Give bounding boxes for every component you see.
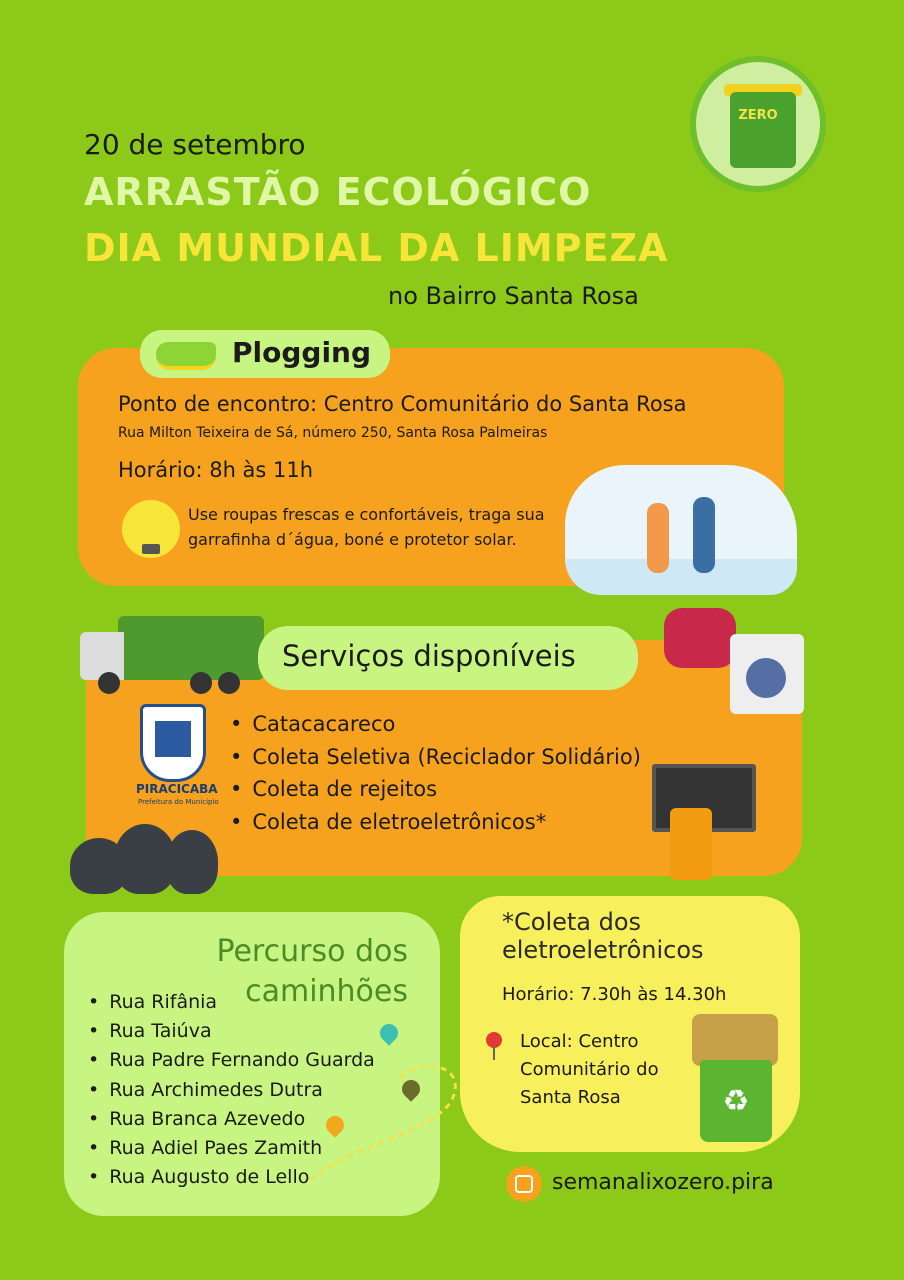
title-line-2: DIA MUNDIAL DA LIMPEZA [84,226,669,270]
garbage-bag [166,830,218,894]
electronics-title [502,908,762,964]
electronics-hours: Horário: 7.30h às 14.30h [502,984,727,1005]
service-item: • Coleta de eletroeletrônicos* [230,806,641,839]
zero-waste-logo [690,56,826,192]
services-title-pill [258,626,638,690]
location-pin-icon [486,1032,502,1048]
plogging-title: Plogging [232,336,372,369]
park-ground [565,559,797,595]
street-item: • Rua Padre Fernando Guarda [88,1046,375,1075]
route-path-icon [300,1020,470,1190]
bulky-items-illustration [660,604,810,884]
meeting-address: Rua Milton Teixeira de Sá, número 250, Santa Rosa Palmeiras [118,425,548,441]
washing-machine-icon [730,634,804,714]
city-crest-icon [140,704,206,782]
recycle-bin-icon [730,92,796,168]
sneaker-icon [156,342,216,370]
street-item: • Rua Taiúva [88,1017,375,1046]
city-name: PIRACICABA [136,782,218,796]
truck-wheel-icon [190,672,212,694]
event-date: 20 de setembro [84,128,306,161]
street-item: • Rua Archimedes Dutra [88,1076,375,1105]
street-item: • Rua Augusto de Lello [88,1163,375,1192]
camera-glyph [515,1175,533,1193]
runner-woman-icon [647,503,669,573]
city-hall-label: Prefeitura do Município [138,798,219,806]
route-title: Percurso dos caminhões [216,934,408,1009]
garbage-truck-icon [80,614,266,694]
subtitle: no Bairro Santa Rosa [388,282,639,310]
recycle-symbol-icon: ♻ [722,1084,750,1119]
street-item: • Rua Adiel Paes Zamith [88,1134,375,1163]
runner-man-icon [693,497,715,573]
recycle-bin-icon [700,1060,772,1142]
title-line-1: ARRASTÃO ECOLÓGICO [84,170,592,214]
service-item: • Coleta Seletiva (Reciclador Solidário) [230,741,641,774]
instagram-icon[interactable] [506,1166,542,1202]
meeting-point: Ponto de encontro: Centro Comunitário do Santa Rosa [118,392,687,416]
plogging-tip: Use roupas frescas e confortáveis, traga sua garrafinha d´água, boné e protetor solar. [188,505,545,549]
runners-illustration [565,465,797,595]
services-title: Serviços disponíveis [282,639,576,673]
lightbulb-icon [122,500,180,558]
garbage-bags-icon [70,818,220,894]
truck-wheel-icon [218,672,240,694]
instagram-handle[interactable]: semanalixozero.pira [552,1170,774,1195]
service-item: • Coleta de rejeitos [230,773,641,806]
services-list [230,708,641,838]
plogging-title-pill [140,330,390,378]
electronic-waste-icon [692,1014,778,1066]
service-item: • Catacacareco [230,708,641,741]
street-item: • Rua Rifânia [88,988,375,1017]
truck-body [118,616,264,680]
logo-text: ZERO [738,108,778,123]
broken-phone-icon [670,808,712,880]
armchair-icon [664,608,736,668]
plogging-hours: Horário: 8h às 11h [118,458,314,482]
truck-wheel-icon [98,672,120,694]
street-item: • Rua Branca Azevedo [88,1105,375,1134]
electronics-title-text: *Coleta dos eletroeletrônicos [502,908,704,964]
electronics-location: Local: Centro Comunitário do Santa Rosa [520,1031,659,1108]
